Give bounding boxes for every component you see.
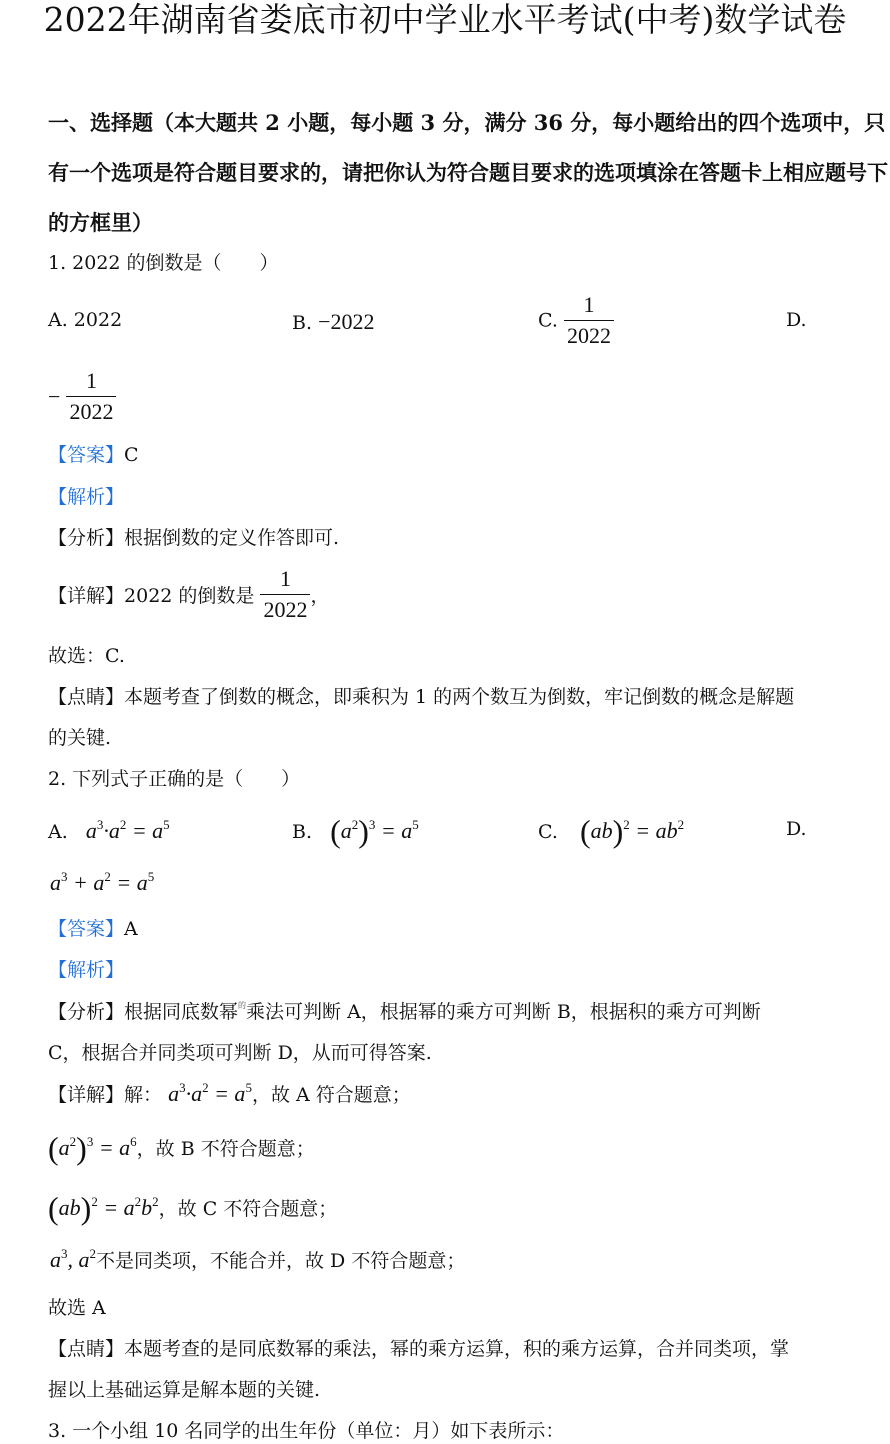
- formula: $(ab)^2 = ab^2$: [579, 813, 685, 849]
- q2-option-b-label: B.: [292, 821, 313, 843]
- step-text: ，故 A 符合题意；: [251, 1084, 411, 1106]
- dianjing-tag: 【点睛】: [48, 686, 125, 708]
- q1-option-b: [292, 309, 374, 335]
- fraction-numerator: 1: [85, 368, 97, 393]
- fenxi-tag: 【分析】: [48, 527, 125, 549]
- q2-jiexi: 【解析】: [48, 959, 125, 981]
- q2-option-c-label: C.: [538, 821, 558, 843]
- formula: $(a^2)^3 = a^5$: [330, 813, 419, 849]
- q1-option-d-label: D.: [786, 309, 807, 331]
- fraction-numerator: 1: [583, 292, 595, 317]
- answer-value: C: [124, 444, 139, 466]
- q1-option-b-label: B.: [292, 312, 313, 334]
- q1-dianjing: [48, 682, 794, 709]
- q1-fenxi: [48, 523, 339, 550]
- q1-option-c-label: C.: [538, 309, 558, 332]
- q2-option-d-label: D.: [786, 818, 807, 840]
- xiangjie-tag: 【详解】: [48, 585, 125, 607]
- q1-option-b-value: −2022: [318, 309, 375, 334]
- xiangjie-comma: ，: [310, 585, 330, 607]
- q2-fenxi-line2: C，根据合并同类项可判断 D，从而可得答案.: [48, 1042, 432, 1064]
- page-title: 2022年湖南省娄底市初中学业水平考试(中考)数学试卷: [43, 0, 847, 39]
- q2-step3: [48, 1190, 337, 1227]
- q1-answer: [48, 440, 139, 467]
- dianjing-text-1: 本题考查了倒数的概念，即乘积为 1 的两个数互为倒数，牢记倒数的概念是解题: [124, 686, 795, 708]
- dianjing-tag: 【点睛】: [48, 1338, 125, 1360]
- q2-step4: [50, 1246, 465, 1273]
- fenxi-text-a: 根据同底数幂: [124, 1001, 239, 1023]
- q1-stem: 1. 2022 的倒数是（ ）: [48, 252, 279, 274]
- answer-tag: 【答案】: [48, 444, 125, 466]
- section-heading: 一、选择题（本大题共 2 小题，每小题 3 分，满分 36 分，每小题给出的四个选项中，只有一个选项是符合题目要求的，请把你认为符合题目要求的选项填涂在答题卡上相应题号下的方框里）: [48, 110, 888, 235]
- formula: $(ab)^2 = a^2b^2$: [48, 1190, 159, 1226]
- q2-option-a-label: A.: [48, 821, 68, 843]
- q3-stem: 3. 一个小组 10 名同学的出生年份（单位：月）如下表所示：: [48, 1420, 565, 1442]
- q2-dianjing-line2: 握以上基础运算是解本题的关键.: [48, 1379, 321, 1401]
- formula: $a^3\cdot a^2 = a^5$: [168, 1080, 252, 1106]
- q2-dianjing: [48, 1334, 789, 1361]
- fraction-denominator: 2022: [564, 320, 614, 351]
- q1-xiangjie: [48, 564, 329, 625]
- fraction-denominator: 2022: [260, 594, 310, 625]
- formula: $a^3$, $a^2$: [50, 1246, 96, 1272]
- xiangjie-fraction: [260, 564, 310, 625]
- formula: $a^3 + a^2 = a^5$: [50, 869, 155, 895]
- q2-option-a: [48, 818, 170, 844]
- fraction-numerator: 1: [279, 566, 291, 591]
- step-text: ，故 C 不符合题意；: [158, 1198, 338, 1220]
- q2-stem: 2. 下列式子正确的是（ ）: [48, 768, 301, 790]
- fenxi-text-b: 乘法可判断 A，根据幂的乘方可判断 B，根据积的乘方可判断: [246, 1001, 761, 1023]
- q2-xiangjie: [48, 1080, 411, 1107]
- q1-option-a: A. 2022: [48, 309, 123, 331]
- answer-value: A: [124, 918, 138, 940]
- fenxi-text: 根据倒数的定义作答即可.: [124, 527, 340, 549]
- fenxi-tag: 【分析】: [48, 1001, 125, 1023]
- q2-option-b: [292, 813, 419, 850]
- xiangjie-text: 解：: [124, 1084, 163, 1106]
- step-text: 不是同类项，不能合并，故 D 不符合题意；: [96, 1250, 466, 1272]
- minus-sign: −: [48, 383, 61, 409]
- formula: $(a^2)^3 = a^6$: [48, 1130, 137, 1166]
- fenxi-mark: 的: [238, 1001, 247, 1010]
- q2-option-c: [538, 813, 684, 850]
- q2-fenxi: [48, 997, 761, 1024]
- formula: $a^3\cdot a^2 = a^5$: [85, 817, 170, 843]
- q1-option-d-fraction: [66, 366, 116, 427]
- q2-answer: [48, 914, 138, 941]
- q1-option-d: [48, 366, 116, 427]
- step-text: ，故 B 不符合题意；: [136, 1138, 315, 1160]
- q2-guxuan: 故选 A: [48, 1297, 106, 1319]
- dianjing-text-1: 本题考查的是同底数幂的乘法，幂的乘方运算，积的乘方运算，合并同类项，掌: [124, 1338, 790, 1360]
- q2-step2: [48, 1130, 315, 1167]
- q1-option-c-fraction: [564, 290, 614, 351]
- q1-option-c: [538, 290, 614, 351]
- answer-tag: 【答案】: [48, 918, 125, 940]
- q1-dianjing-line2: 的关键.: [48, 727, 112, 749]
- q2-option-d: [50, 870, 154, 896]
- q1-jiexi: 【解析】: [48, 486, 125, 508]
- fraction-denominator: 2022: [66, 396, 116, 427]
- q1-guxuan: 故选：C.: [48, 645, 125, 667]
- xiangjie-tag: 【详解】: [48, 1084, 125, 1106]
- xiangjie-text: 2022 的倒数是: [124, 585, 255, 607]
